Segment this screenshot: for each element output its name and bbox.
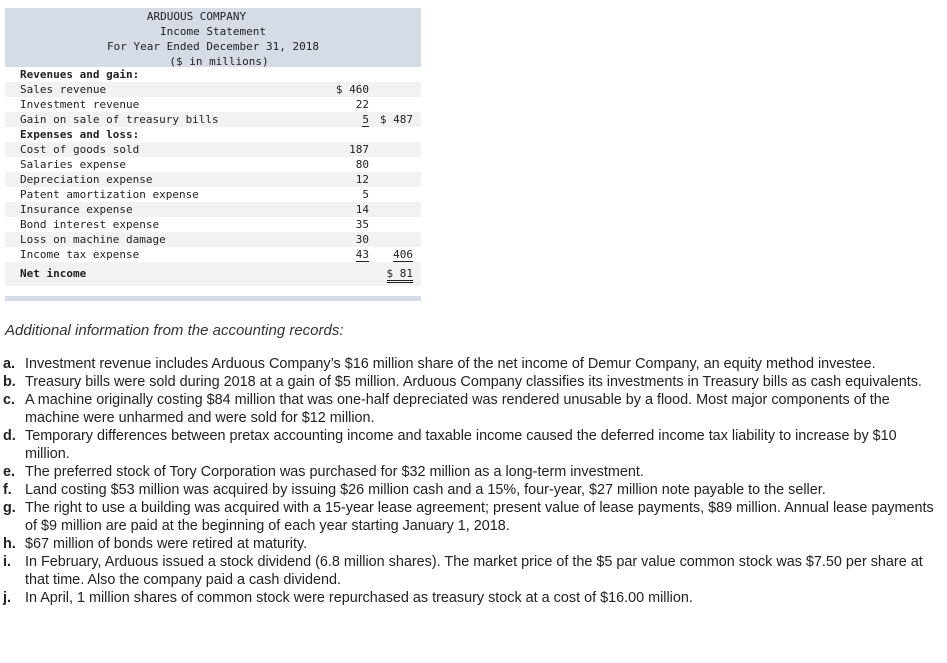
row-label: Investment revenue: [20, 98, 140, 111]
row-total: 406: [393, 248, 413, 261]
row-amount: $ 460: [335, 83, 369, 96]
item-letter: c.: [3, 392, 16, 408]
row-amount: 5: [362, 188, 369, 201]
item-text: In February, Arduous issued a stock dividend (6.8 million shares). The market price of the $5 par value common stock was $7.50 per share at that time. Also the company paid a cash dividend.: [25, 554, 923, 588]
row-label: Income tax expense: [20, 248, 140, 261]
row-amount: 35: [355, 218, 369, 231]
expenses-heading: Expenses and loss:: [20, 128, 140, 141]
table-row: [5, 97, 421, 112]
row-amount: 12: [355, 173, 369, 186]
list-item: [0, 463, 940, 481]
row-amount: 80: [355, 158, 369, 171]
item-text: A machine originally costing $84 million that was one-half depreciated was rendered unusable by a flood. Most major components of the machine were unharmed and were sold for $12 million.: [25, 392, 890, 426]
row-amount: 14: [355, 203, 369, 216]
row-label: Salaries expense: [20, 158, 126, 171]
item-text: Temporary differences between pretax accounting income and taxable income caused the deferred income tax liability to increase by $10 million.: [25, 428, 897, 462]
item-letter: f.: [3, 482, 12, 498]
item-text: In April, 1 million shares of common stock were repurchased as treasury stock at a cost of $16.00 million.: [25, 590, 693, 606]
item-letter: h.: [3, 536, 16, 552]
item-letter: b.: [3, 374, 16, 390]
table-row: [5, 247, 421, 262]
statement-units: ($ in millions): [169, 55, 269, 68]
list-item: [0, 391, 940, 427]
table-row: [5, 187, 421, 202]
statement-footer-bar: [5, 296, 421, 301]
expenses-heading-row: [5, 127, 421, 142]
table-row: [5, 112, 421, 127]
row-label: Gain on sale of treasury bills: [20, 113, 219, 126]
table-row: [5, 142, 421, 157]
row-amount: 30: [355, 233, 369, 246]
item-text: The right to use a building was acquired with a 15-year lease agreement; present value of lease payments, $89 million. Annual lease payments of $9 million are paid at the beginning of each year starting January 1, 2018.: [25, 500, 934, 534]
table-row: [5, 157, 421, 172]
item-letter: j.: [3, 590, 11, 606]
item-letter: d.: [3, 428, 16, 444]
row-label: Loss on machine damage: [20, 233, 166, 246]
table-row: [5, 232, 421, 247]
row-label: Depreciation expense: [20, 173, 153, 186]
statement-header: [5, 8, 421, 67]
list-item: [0, 427, 940, 463]
list-item: [0, 355, 940, 373]
item-text: Investment revenue includes Arduous Company’s $16 million share of the net income of Demur Company, an equity method investee.: [25, 356, 876, 372]
item-letter: a.: [3, 356, 16, 372]
item-text: Land costing $53 million was acquired by issuing $26 million cash and a 15%, four-year, $27 million note payable to the seller.: [25, 482, 826, 498]
list-item: [0, 481, 940, 499]
row-label: Bond interest expense: [20, 218, 160, 231]
list-item: [0, 553, 940, 589]
revenues-heading-row: [5, 67, 421, 82]
list-item: [0, 499, 940, 535]
row-amount: 43: [355, 248, 369, 261]
net-income-row: [5, 262, 421, 286]
table-row: [5, 202, 421, 217]
statement-title: Income Statement: [160, 25, 266, 38]
income-statement: [5, 8, 421, 301]
list-item: [0, 589, 940, 607]
table-row: [5, 82, 421, 97]
row-label: Insurance expense: [20, 203, 133, 216]
revenues-heading: Revenues and gain:: [20, 68, 140, 81]
row-label: Patent amortization expense: [20, 188, 199, 201]
item-text: Treasury bills were sold during 2018 at a gain of $5 million. Arduous Company classifies its investments in Treasury bills as cash equivalents.: [25, 374, 922, 390]
item-letter: i.: [3, 554, 11, 570]
list-item: [0, 535, 940, 553]
row-amount: 22: [355, 98, 369, 111]
statement-period: For Year Ended December 31, 2018: [107, 40, 319, 53]
additional-info-heading: Additional information from the accounting records:: [5, 322, 344, 339]
list-item: [0, 373, 940, 391]
item-letter: e.: [3, 464, 16, 480]
table-row: [5, 217, 421, 232]
row-label: Cost of goods sold: [20, 143, 140, 156]
row-total: $ 487: [379, 113, 413, 126]
table-row: [5, 172, 421, 187]
item-text: The preferred stock of Tory Corporation was purchased for $32 million as a long-term investment.: [25, 464, 644, 480]
row-label: Sales revenue: [20, 83, 107, 96]
net-income-value: $ 81: [387, 267, 414, 283]
row-amount: 187: [349, 143, 369, 156]
company-name: ARDUOUS COMPANY: [146, 10, 247, 23]
additional-info-list: [0, 355, 940, 607]
net-income-label: Net income: [20, 267, 87, 280]
row-amount: 5: [362, 113, 369, 126]
item-text: $67 million of bonds were retired at maturity.: [25, 536, 308, 552]
item-letter: g.: [3, 500, 16, 516]
